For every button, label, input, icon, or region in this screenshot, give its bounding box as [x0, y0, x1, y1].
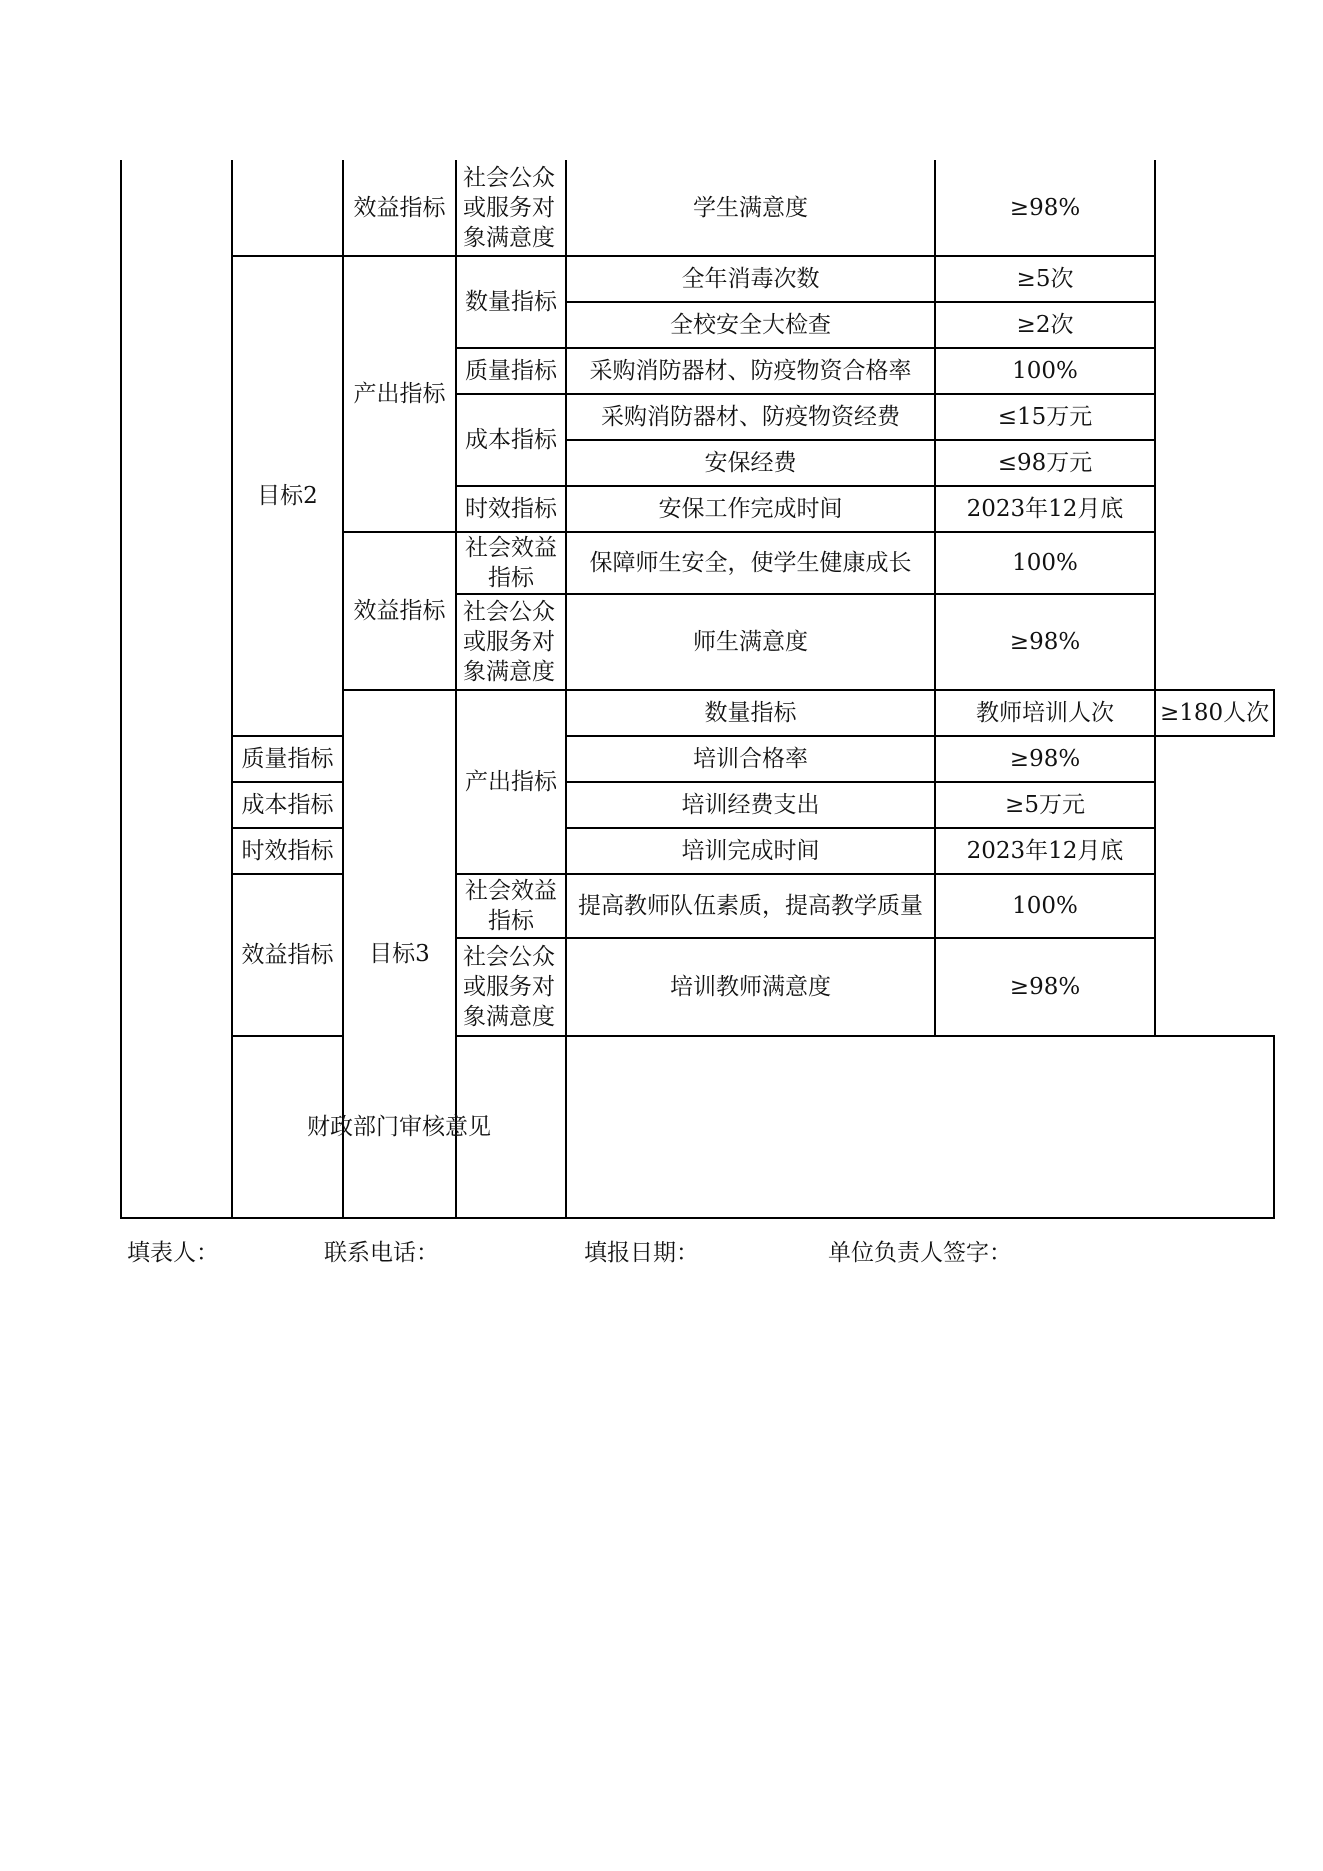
date-label: 填报日期： — [584, 1240, 699, 1266]
goal2-social-label: 社会效益指标 — [456, 532, 566, 594]
goal2-label: 目标2 — [232, 256, 343, 736]
goal2-satisfaction-indicator: 师生满意度 — [566, 594, 935, 690]
goal2-cost-label: 成本指标 — [456, 394, 566, 486]
goal3-time-label: 时效指标 — [232, 828, 343, 874]
goal3-satisfaction-label: 社会公众或服务对象满意度 — [456, 938, 566, 1036]
performance-goal-table — [120, 160, 1275, 1219]
goal1-satisfaction-indicator: 学生满意度 — [566, 160, 935, 256]
goal2-qty-indicator-2: 全校安全大检查 — [566, 302, 935, 348]
goal3-cost-value: ≥5万元 — [935, 782, 1155, 828]
phone-label: 联系电话： — [324, 1240, 439, 1266]
goal1-satisfaction-value: ≥98% — [935, 160, 1155, 256]
goal3-social-value: 100% — [935, 874, 1155, 938]
goal2-cost-value-1: ≤15万元 — [935, 394, 1155, 440]
goal3-social-indicator: 提高教师队伍素质，提高教学质量 — [566, 874, 935, 938]
goal2-time-value: 2023年12月底 — [935, 486, 1155, 532]
goal3-cost-indicator: 培训经费支出 — [566, 782, 935, 828]
finance-review-content — [566, 1036, 1274, 1218]
goal2-social-value: 100% — [935, 532, 1155, 594]
goal3-qty-value: ≥180人次 — [1155, 690, 1274, 736]
goal2-satisfaction-label: 社会公众或服务对象满意度 — [456, 594, 566, 690]
goal3-quantity-label: 数量指标 — [566, 690, 935, 736]
goal2-quantity-label: 数量指标 — [456, 256, 566, 348]
goal1-satisfaction-label: 社会公众或服务对象满意度 — [456, 160, 566, 256]
goal3-qty-indicator: 教师培训人次 — [935, 690, 1155, 736]
goal2-qty-value-1: ≥5次 — [935, 256, 1155, 302]
goal2-quality-label: 质量指标 — [456, 348, 566, 394]
goal3-social-label: 社会效益指标 — [456, 874, 566, 938]
goal2-benefit-label: 效益指标 — [343, 532, 456, 690]
goal2-qty-value-2: ≥2次 — [935, 302, 1155, 348]
level1-cell-continued — [121, 160, 232, 1218]
goal3-time-value: 2023年12月底 — [935, 828, 1155, 874]
goal3-satisfaction-value: ≥98% — [935, 938, 1155, 1036]
goal2-satisfaction-value: ≥98% — [935, 594, 1155, 690]
goal3-output-label: 产出指标 — [456, 690, 566, 874]
signature-label: 单位负责人签字： — [828, 1240, 1012, 1266]
goal2-quality-indicator: 采购消防器材、防疫物资合格率 — [566, 348, 935, 394]
filler-label: 填表人： — [127, 1240, 219, 1266]
goal2-social-indicator: 保障师生安全，使学生健康成长 — [566, 532, 935, 594]
finance-review-label: 财政部门审核意见 — [232, 1036, 566, 1218]
goal3-time-indicator: 培训完成时间 — [566, 828, 935, 874]
goal1-cell-continued — [232, 160, 343, 256]
goal2-time-indicator: 安保工作完成时间 — [566, 486, 935, 532]
goal2-qty-indicator-1: 全年消毒次数 — [566, 256, 935, 302]
goal1-benefit-label: 效益指标 — [343, 160, 456, 256]
goal3-quality-indicator: 培训合格率 — [566, 736, 935, 782]
goal3-benefit-label: 效益指标 — [232, 874, 343, 1036]
goal2-output-label: 产出指标 — [343, 256, 456, 532]
goal3-satisfaction-indicator: 培训教师满意度 — [566, 938, 935, 1036]
goal2-cost-indicator-1: 采购消防器材、防疫物资经费 — [566, 394, 935, 440]
goal2-cost-value-2: ≤98万元 — [935, 440, 1155, 486]
goal3-quality-label: 质量指标 — [232, 736, 343, 782]
goal3-label: 目标3 — [343, 690, 456, 1218]
goal3-cost-label: 成本指标 — [232, 782, 343, 828]
goal2-time-label: 时效指标 — [456, 486, 566, 532]
goal3-quality-value: ≥98% — [935, 736, 1155, 782]
goal2-cost-indicator-2: 安保经费 — [566, 440, 935, 486]
goal2-quality-value: 100% — [935, 348, 1155, 394]
